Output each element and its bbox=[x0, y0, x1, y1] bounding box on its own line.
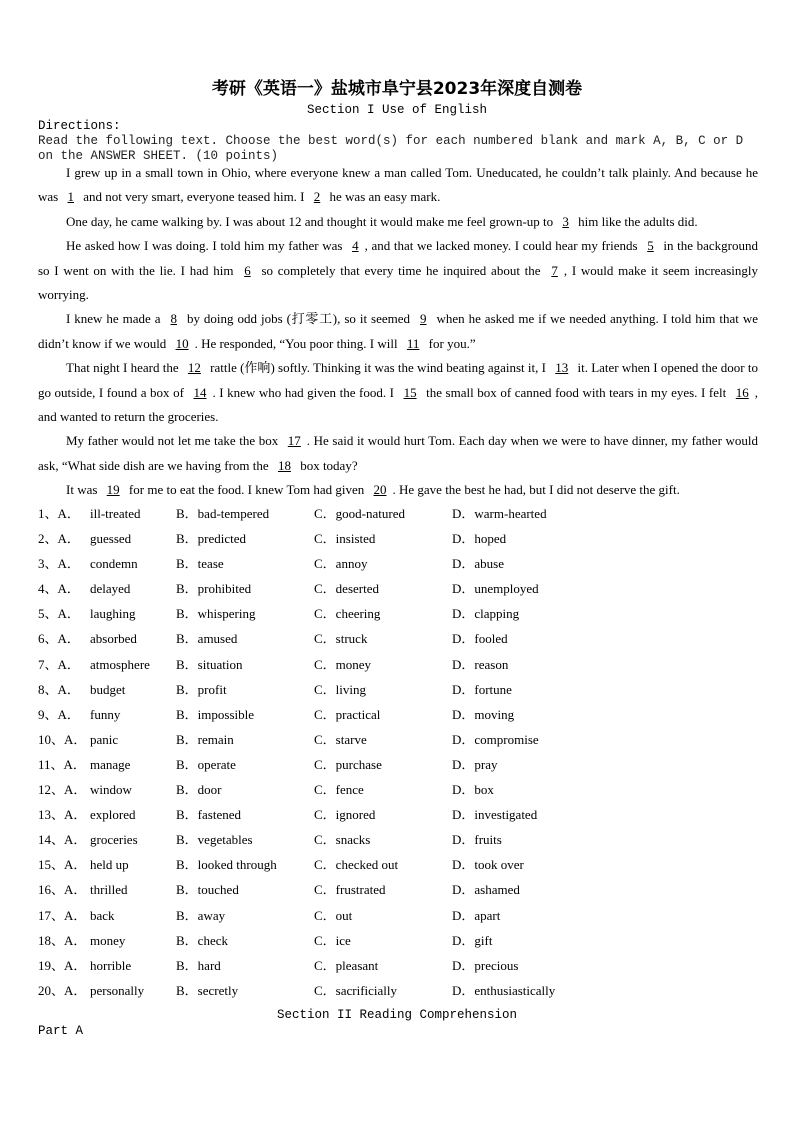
option-number: 13、A． bbox=[38, 807, 87, 823]
option-number: 9、A． bbox=[38, 706, 80, 722]
option-b: B．secretly bbox=[176, 982, 239, 998]
option-b: B．away bbox=[176, 907, 226, 923]
blank-number: 8 bbox=[170, 311, 177, 327]
option-row bbox=[38, 727, 758, 752]
blank-number: 10 bbox=[175, 335, 189, 351]
option-row bbox=[38, 903, 758, 928]
options-list bbox=[38, 501, 758, 1003]
passage-text: One day, he came walking by. I was about 12 and thought it would make me feel grown-up to bbox=[66, 213, 557, 229]
option-d: D．moving bbox=[452, 706, 515, 722]
option-number: 8、A． bbox=[38, 681, 80, 697]
option-c: C．annoy bbox=[314, 556, 368, 572]
option-a: explored bbox=[90, 807, 136, 823]
option-c: C．checked out bbox=[314, 857, 399, 873]
directions-label: Directions: bbox=[38, 119, 121, 133]
option-d: D．gift bbox=[452, 932, 493, 948]
blank-number: 17 bbox=[287, 433, 301, 449]
option-c: C．practical bbox=[314, 706, 381, 722]
option-b: B．touched bbox=[176, 882, 239, 898]
blank-number: 2 bbox=[313, 189, 321, 205]
option-d: D．precious bbox=[452, 957, 519, 973]
blank-number: 19 bbox=[106, 482, 120, 498]
option-a: ill-treated bbox=[90, 506, 141, 521]
option-number: 3、A． bbox=[38, 556, 80, 572]
option-a: funny bbox=[90, 706, 121, 722]
passage-text: I knew he made a bbox=[66, 311, 165, 327]
passage-text: He asked how I was doing. I told him my father was bbox=[66, 238, 347, 254]
passage-text: , and that we lacked money. I could hear my friends bbox=[364, 238, 642, 254]
option-d: D．took over bbox=[452, 857, 524, 873]
passage-text: box today? bbox=[296, 457, 358, 473]
passage-paragraph bbox=[38, 307, 758, 356]
blank-number: 18 bbox=[277, 457, 291, 473]
passage-text: the small box of canned food with tears in my eyes. I felt bbox=[422, 384, 730, 400]
option-row bbox=[38, 501, 758, 526]
blank-number: 13 bbox=[555, 360, 569, 376]
option-number: 18、A． bbox=[38, 932, 87, 948]
option-number: 5、A． bbox=[38, 606, 80, 622]
passage-text: . He said it would hurt Tom. Each day when we were to have dinner, my father would ask, “What side dish are we having from the bbox=[38, 433, 759, 473]
option-row bbox=[38, 802, 758, 827]
option-a: condemn bbox=[90, 556, 138, 572]
option-c: C．purchase bbox=[314, 756, 382, 772]
option-number: 15、A． bbox=[38, 857, 87, 873]
option-b: B．bad-tempered bbox=[176, 506, 270, 521]
option-a: money bbox=[90, 932, 126, 948]
option-c: C．starve bbox=[314, 731, 367, 747]
blank-number: 7 bbox=[551, 262, 558, 278]
passage-text: rattle (作响) softly. Thinking it was the wind beating against it, I bbox=[206, 360, 550, 376]
option-number: 17、A． bbox=[38, 907, 87, 923]
option-d: D．enthusiastically bbox=[452, 982, 556, 998]
option-c: C．ice bbox=[314, 932, 351, 948]
option-row bbox=[38, 677, 758, 702]
option-b: B．predicted bbox=[176, 531, 247, 547]
option-number: 7、A． bbox=[38, 656, 80, 672]
option-number: 14、A． bbox=[38, 832, 87, 848]
option-c: C．deserted bbox=[314, 581, 379, 597]
option-row bbox=[38, 777, 758, 802]
passage-text: and not very smart, everyone teased him. I bbox=[79, 189, 308, 205]
option-d: D．hoped bbox=[452, 531, 507, 547]
blank-number: 11 bbox=[406, 335, 420, 351]
passage-text: It was bbox=[66, 482, 101, 498]
passage-text: , and wanted to return the groceries. bbox=[38, 384, 758, 425]
option-d: D．ashamed bbox=[452, 882, 520, 898]
option-a: budget bbox=[90, 681, 126, 697]
passage-text: when he asked me if we needed anything. I told him that we didn’t know if we would bbox=[38, 311, 758, 351]
passage-text: by doing odd jobs (打零工), so it seemed bbox=[183, 311, 414, 327]
passage-paragraph bbox=[38, 429, 758, 478]
option-c: C．insisted bbox=[314, 531, 376, 547]
blank-number: 15 bbox=[403, 384, 417, 400]
option-a: thrilled bbox=[90, 882, 128, 898]
option-b: B．impossible bbox=[176, 706, 255, 722]
option-row bbox=[38, 852, 758, 877]
option-a: personally bbox=[90, 982, 145, 998]
passage-text: My father would not let me take the box bbox=[66, 433, 282, 449]
option-a: window bbox=[90, 782, 132, 798]
option-c: C．money bbox=[314, 656, 372, 672]
option-a: laughing bbox=[90, 606, 136, 622]
passage-text: in the background so I went on with the lie. I had him bbox=[38, 238, 758, 278]
option-c: C．good-natured bbox=[314, 506, 405, 521]
passage-paragraph bbox=[38, 234, 758, 307]
option-d: D．clapping bbox=[452, 606, 520, 622]
exam-title: 考研《英语一》盐城市阜宁县2023年深度自测卷 bbox=[211, 79, 583, 99]
passage-text: . I knew who had given the food. I bbox=[212, 384, 398, 400]
option-c: C．sacrificially bbox=[314, 982, 398, 998]
option-row bbox=[38, 652, 758, 677]
option-d: D．unemployed bbox=[452, 581, 539, 597]
option-row bbox=[38, 953, 758, 978]
passage-text: I grew up in a small town in Ohio, where everyone knew a man called Tom. Uneducated, he couldn’t talk plainly. And because he was bbox=[38, 165, 758, 205]
option-a: delayed bbox=[90, 581, 131, 597]
passage-text: so completely that every time he inquired about the bbox=[256, 262, 546, 278]
option-c: C．pleasant bbox=[314, 957, 379, 973]
option-row bbox=[38, 928, 758, 953]
option-c: C．fence bbox=[314, 782, 364, 798]
option-row bbox=[38, 827, 758, 852]
passage-paragraph bbox=[38, 478, 758, 502]
option-b: B．amused bbox=[176, 631, 238, 647]
cloze-passage bbox=[38, 161, 758, 503]
option-number: 4、A． bbox=[38, 581, 80, 597]
passage-paragraph bbox=[38, 356, 758, 429]
option-row bbox=[38, 626, 758, 651]
passage-text: him like the adults did. bbox=[574, 213, 698, 229]
option-number: 12、A． bbox=[38, 782, 87, 798]
option-a: manage bbox=[90, 756, 131, 772]
option-c: C．frustrated bbox=[314, 882, 386, 898]
option-b: B．operate bbox=[176, 756, 236, 772]
option-b: B．situation bbox=[176, 656, 243, 672]
option-a: groceries bbox=[90, 832, 138, 848]
option-d: D．fortune bbox=[452, 681, 512, 697]
option-number: 16、A． bbox=[38, 882, 87, 898]
blank-number: 9 bbox=[419, 311, 427, 327]
option-b: B．remain bbox=[176, 731, 234, 747]
option-b: B．profit bbox=[176, 681, 227, 697]
blank-number: 12 bbox=[187, 360, 201, 376]
option-number: 6、A． bbox=[38, 631, 80, 647]
option-c: C．out bbox=[314, 907, 353, 923]
blank-number: 20 bbox=[373, 482, 387, 498]
option-number: 10、A． bbox=[38, 731, 87, 747]
passage-text: it. Later when I opened the door to go outside, I found a box of bbox=[38, 360, 758, 400]
option-d: D．box bbox=[452, 782, 494, 798]
passage-paragraph bbox=[38, 210, 758, 234]
passage-text: . He gave the best he had, but I did not deserve the gift. bbox=[392, 482, 680, 498]
option-a: guessed bbox=[90, 531, 132, 547]
option-row bbox=[38, 752, 758, 777]
option-b: B．vegetables bbox=[176, 832, 253, 848]
option-d: D．abuse bbox=[452, 556, 504, 572]
option-d: D．apart bbox=[452, 907, 501, 923]
section-1-heading: Section I Use of English bbox=[306, 103, 488, 117]
option-b: B．hard bbox=[176, 957, 221, 973]
option-b: B．check bbox=[176, 932, 228, 948]
option-row bbox=[38, 978, 758, 1003]
option-row bbox=[38, 877, 758, 902]
blank-number: 4 bbox=[352, 238, 359, 254]
option-row bbox=[38, 601, 758, 626]
passage-text: That night I heard the bbox=[66, 360, 182, 376]
blank-number: 3 bbox=[562, 213, 569, 229]
passage-text: , I would make it seem increasingly worrying. bbox=[38, 262, 759, 303]
option-d: D．fruits bbox=[452, 832, 502, 848]
passage-text: for you.” bbox=[425, 335, 476, 351]
blank-number: 6 bbox=[244, 262, 251, 278]
option-row bbox=[38, 576, 758, 601]
option-a: held up bbox=[90, 857, 129, 873]
option-c: C．ignored bbox=[314, 807, 376, 823]
passage-text: for me to eat the food. I knew Tom had given bbox=[125, 482, 368, 498]
option-d: D．compromise bbox=[452, 731, 539, 747]
blank-number: 5 bbox=[647, 238, 654, 254]
option-b: B．whispering bbox=[176, 606, 256, 622]
option-d: D．warm-hearted bbox=[452, 506, 547, 521]
option-c: C．living bbox=[314, 681, 367, 697]
option-a: horrible bbox=[90, 957, 132, 973]
option-c: C．snacks bbox=[314, 832, 371, 848]
option-row bbox=[38, 551, 758, 576]
blank-number: 1 bbox=[67, 189, 74, 205]
option-c: C．struck bbox=[314, 631, 368, 647]
option-d: D．pray bbox=[452, 756, 498, 772]
option-a: absorbed bbox=[90, 631, 137, 647]
option-d: D．fooled bbox=[452, 631, 508, 647]
option-b: B．looked through bbox=[176, 857, 277, 873]
option-number: 11、A． bbox=[38, 756, 86, 772]
option-b: B．tease bbox=[176, 556, 224, 572]
option-d: D．reason bbox=[452, 656, 509, 672]
passage-text: . He responded, “You poor thing. I will bbox=[194, 335, 401, 351]
section-2-heading: Section II Reading Comprehension bbox=[276, 1008, 518, 1022]
option-b: B．prohibited bbox=[176, 581, 252, 597]
option-a: panic bbox=[90, 731, 119, 747]
option-number: 2、A． bbox=[38, 531, 80, 547]
directions-text: Read the following text. Choose the best word(s) for each numbered blank and mark A, B, C or D on the ANSWER SHEET. (10 points) bbox=[38, 134, 744, 163]
part-a-heading: Part A bbox=[38, 1024, 84, 1038]
option-d: D．investigated bbox=[452, 807, 538, 823]
option-b: B．door bbox=[176, 782, 222, 798]
option-number: 19、A． bbox=[38, 957, 87, 973]
option-b: B．fastened bbox=[176, 807, 241, 823]
option-row bbox=[38, 702, 758, 727]
option-c: C．cheering bbox=[314, 606, 381, 622]
option-number: 20、A． bbox=[38, 982, 87, 998]
passage-paragraph bbox=[38, 161, 758, 210]
passage-text: he was an easy mark. bbox=[326, 189, 441, 205]
blank-number: 14 bbox=[193, 384, 207, 400]
option-a: atmosphere bbox=[90, 656, 150, 672]
option-number: 1、A． bbox=[38, 506, 80, 521]
option-a: back bbox=[90, 907, 115, 923]
option-row bbox=[38, 526, 758, 551]
blank-number: 16 bbox=[735, 384, 749, 400]
